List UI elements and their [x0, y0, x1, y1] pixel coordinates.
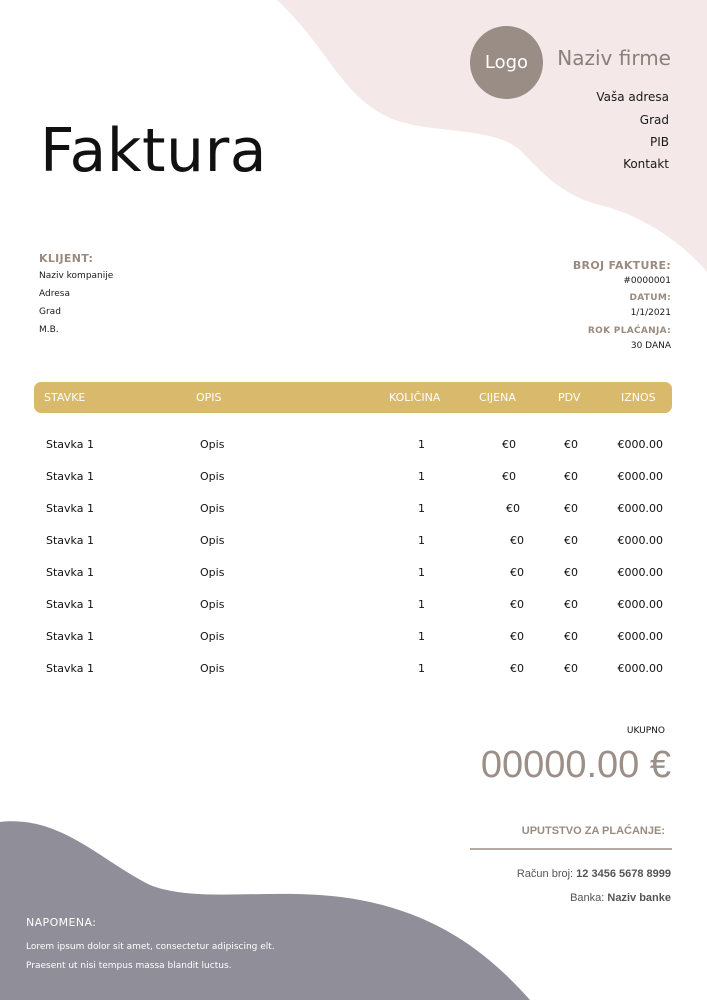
- company-logo: [470, 26, 543, 99]
- cell-amount: €000.00: [617, 630, 663, 643]
- cell-vat: €0: [564, 470, 578, 483]
- invoice-number-label: BROJ FAKTURE:: [572, 259, 671, 272]
- cell-description: Opis: [200, 662, 225, 675]
- gray-blob-shape: [0, 821, 530, 1000]
- col-header-description: OPIS: [196, 391, 222, 404]
- client-company: Naziv kompanije: [39, 271, 114, 281]
- cell-description: Opis: [200, 630, 225, 643]
- notes-line-2: Praesent ut nisi tempus massa blandit luctus.: [26, 961, 232, 971]
- notes-title: NAPOMENA:: [26, 916, 97, 929]
- invoice-date-label: DATUM:: [629, 293, 671, 303]
- col-header-quantity: KOLIČINA: [389, 391, 441, 404]
- cell-item: Stavka 1: [46, 438, 94, 451]
- company-name: Naziv firme: [557, 46, 671, 70]
- cell-amount: €000.00: [617, 566, 663, 579]
- cell-amount: €000.00: [617, 470, 663, 483]
- cell-amount: €000.00: [617, 534, 663, 547]
- account-number-row: [517, 868, 671, 880]
- col-header-price: CIJENA: [479, 391, 516, 404]
- cell-item: Stavka 1: [46, 534, 94, 547]
- cell-quantity: 1: [418, 502, 425, 515]
- cell-amount: €000.00: [617, 438, 663, 451]
- payment-instructions-title: UPUTSTVO ZA PLAĆANJE:: [521, 825, 665, 837]
- cell-price: €0: [510, 598, 524, 611]
- cell-vat: €0: [564, 438, 578, 451]
- bank-value: Naziv banke: [607, 892, 671, 904]
- payment-divider: [470, 848, 672, 850]
- cell-quantity: 1: [418, 662, 425, 675]
- cell-price: €0: [502, 438, 516, 451]
- cell-vat: €0: [564, 662, 578, 675]
- company-contact: Kontakt: [623, 157, 669, 171]
- company-city: Grad: [639, 113, 669, 127]
- client-label: KLIJENT:: [39, 252, 94, 265]
- bank-row: [570, 892, 671, 904]
- due-date: 30 DANA: [630, 341, 671, 351]
- cell-vat: €0: [564, 502, 578, 515]
- company-address: Vaša adresa: [596, 90, 669, 104]
- invoice-number: #0000001: [623, 276, 671, 286]
- cell-vat: €0: [564, 534, 578, 547]
- cell-item: Stavka 1: [46, 470, 94, 483]
- cell-description: Opis: [200, 470, 225, 483]
- cell-item: Stavka 1: [46, 502, 94, 515]
- cell-item: Stavka 1: [46, 566, 94, 579]
- invoice-date: 1/1/2021: [630, 308, 671, 318]
- cell-quantity: 1: [418, 598, 425, 611]
- account-number-value: 12 3456 5678 8999: [576, 868, 671, 880]
- cell-amount: €000.00: [617, 662, 663, 675]
- col-header-items: STAVKE: [44, 391, 86, 404]
- cell-item: Stavka 1: [46, 662, 94, 675]
- cell-quantity: 1: [418, 534, 425, 547]
- logo-text: Logo: [484, 52, 529, 73]
- company-tax-id: PIB: [649, 135, 669, 149]
- cell-price: €0: [510, 566, 524, 579]
- total-value: 00000.00 €: [480, 744, 671, 786]
- cell-quantity: 1: [418, 630, 425, 643]
- cell-price: €0: [506, 502, 520, 515]
- client-city: Grad: [39, 307, 61, 317]
- due-date-label: ROK PLAĆANJA:: [587, 326, 671, 336]
- cell-price: €0: [510, 662, 524, 675]
- notes-line-1: Lorem ipsum dolor sit amet, consectetur adipiscing elt.: [26, 942, 275, 952]
- cell-quantity: 1: [418, 566, 425, 579]
- client-address: Adresa: [39, 289, 70, 299]
- cell-description: Opis: [200, 502, 225, 515]
- cell-amount: €000.00: [617, 598, 663, 611]
- cell-quantity: 1: [418, 438, 425, 451]
- cell-description: Opis: [200, 598, 225, 611]
- cell-description: Opis: [200, 566, 225, 579]
- cell-vat: €0: [564, 566, 578, 579]
- cell-item: Stavka 1: [46, 630, 94, 643]
- client-reg-no: M.B.: [39, 325, 59, 335]
- cell-price: €0: [502, 470, 516, 483]
- account-number-label: Račun broj:: [516, 868, 574, 880]
- invoice-title: Faktura: [40, 116, 268, 186]
- cell-price: €0: [510, 630, 524, 643]
- cell-price: €0: [510, 534, 524, 547]
- cell-vat: €0: [564, 630, 578, 643]
- col-header-amount: IZNOS: [621, 391, 656, 404]
- bank-label: Banka:: [570, 892, 605, 904]
- col-header-vat: PDV: [558, 391, 581, 404]
- cell-item: Stavka 1: [46, 598, 94, 611]
- cell-vat: €0: [564, 598, 578, 611]
- cell-description: Opis: [200, 534, 225, 547]
- cell-quantity: 1: [418, 470, 425, 483]
- cell-amount: €000.00: [617, 502, 663, 515]
- total-label: UKUPNO: [626, 726, 665, 736]
- cell-description: Opis: [200, 438, 225, 451]
